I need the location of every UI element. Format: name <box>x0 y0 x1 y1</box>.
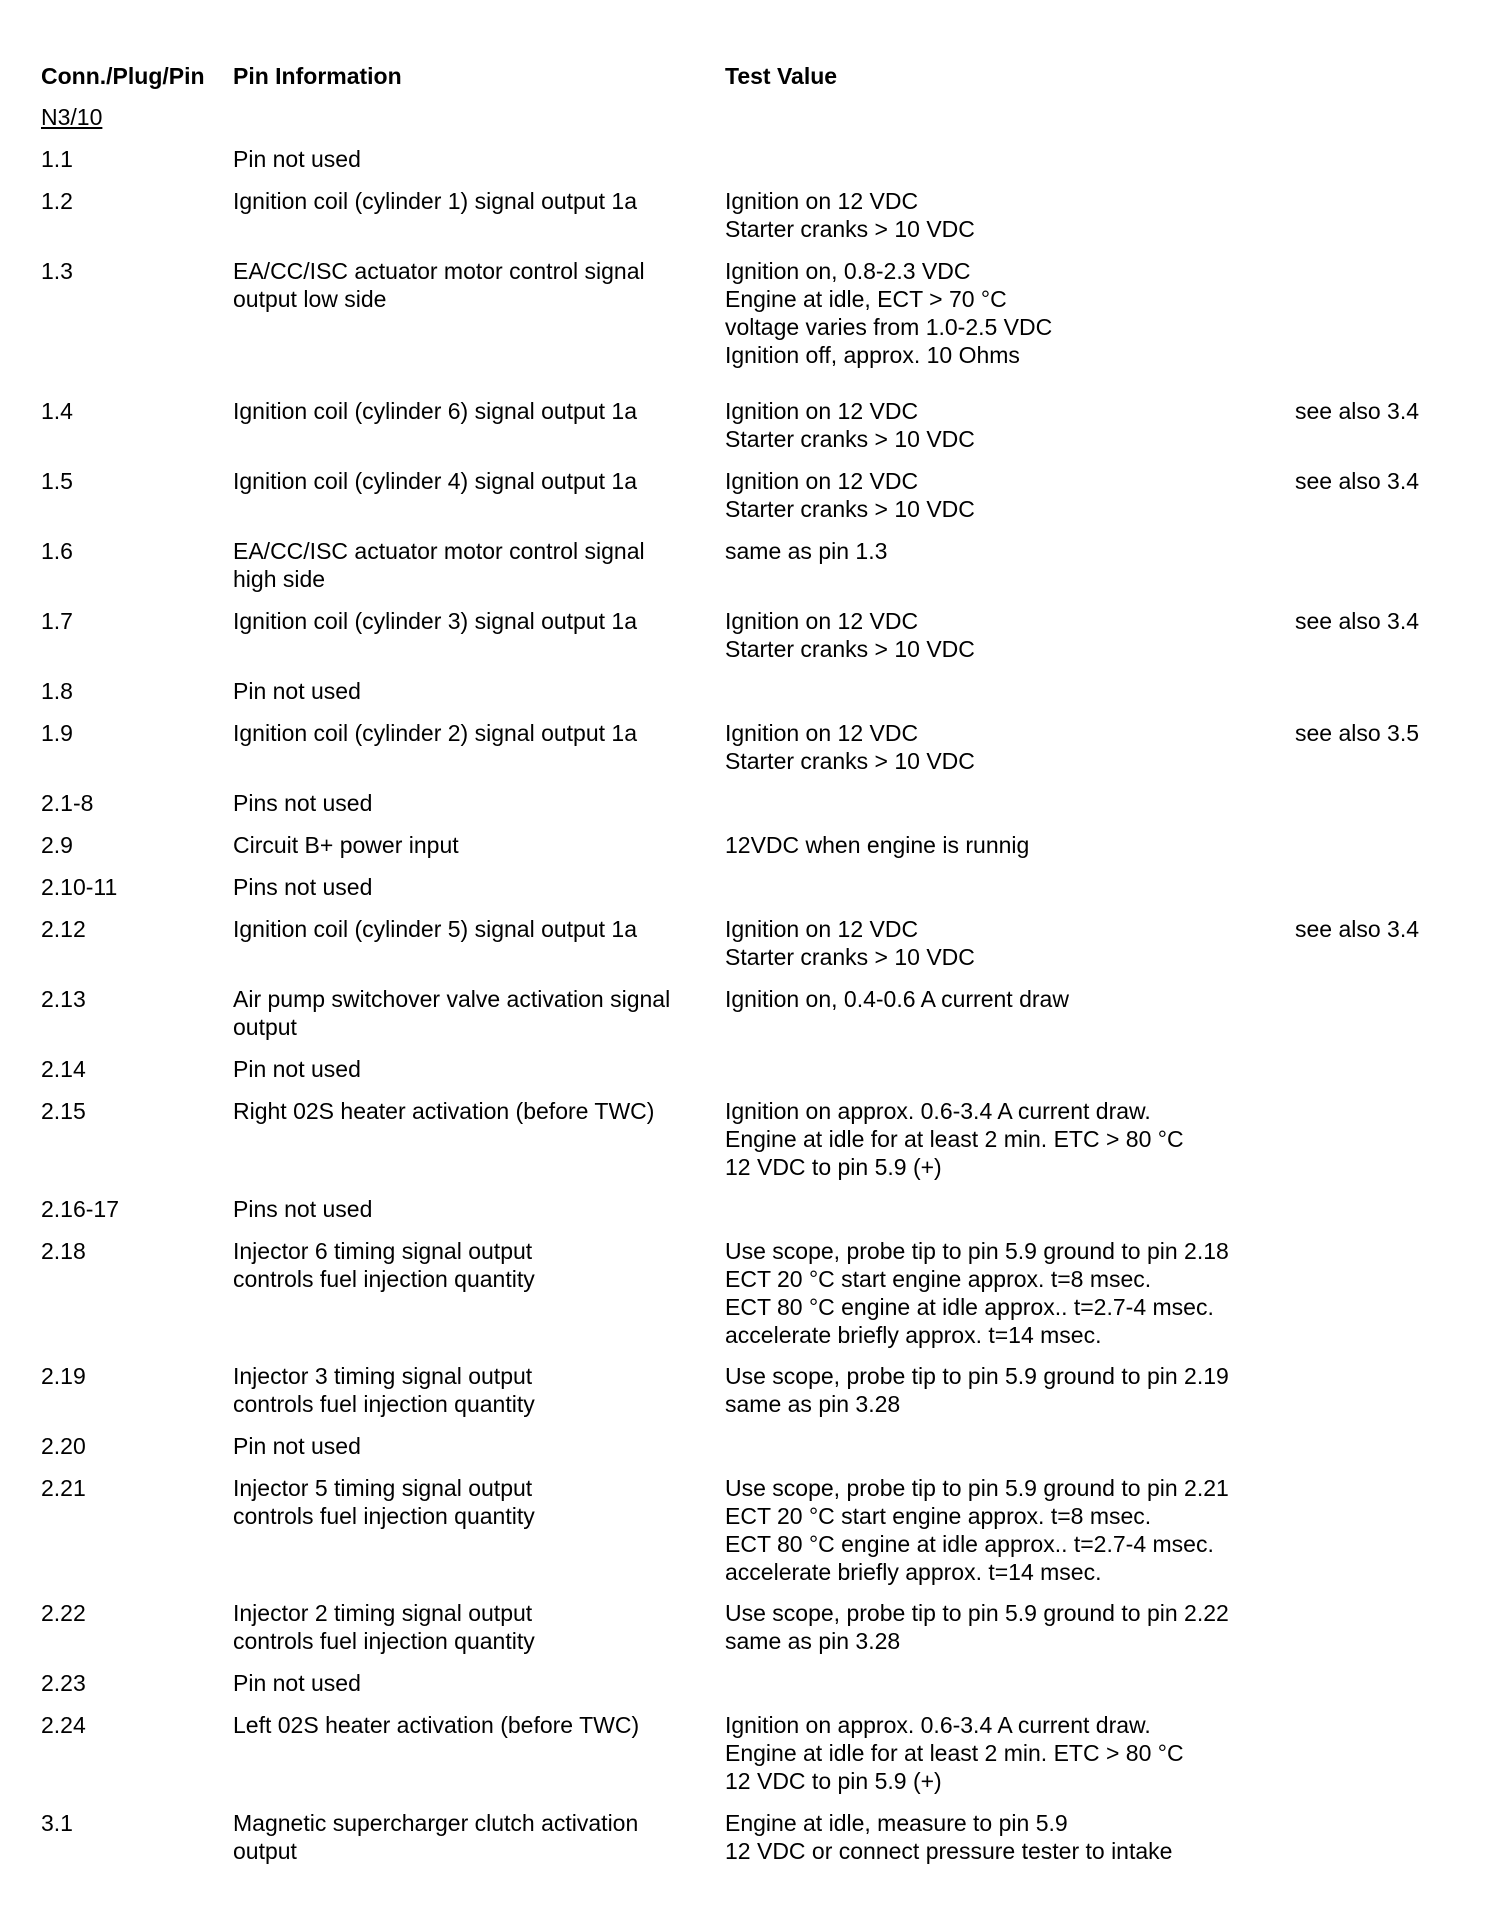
test-value-line: same as pin 3.28 <box>725 1628 901 1654</box>
test-value-line: ECT 80 °C engine at idle approx.. t=2.7-4 msec. <box>725 1531 1214 1557</box>
section-label: N3/10 <box>41 104 103 130</box>
pin-id: 1.8 <box>41 678 73 704</box>
test-value <box>725 1474 1285 1586</box>
test-value-line: Use scope, probe tip to pin 5.9 ground to pin 2.18 <box>725 1238 1229 1264</box>
pin-id: 1.9 <box>41 720 73 746</box>
test-value-line: ECT 80 °C engine at idle approx.. t=2.7-4 msec. <box>725 1294 1214 1320</box>
pin-information <box>233 1432 713 1460</box>
pin-information-line: Air pump switchover valve activation signal <box>233 986 671 1012</box>
pin-id: 1.4 <box>41 398 73 424</box>
pin-information <box>233 789 713 817</box>
test-value-line: accelerate briefly approx. t=14 msec. <box>725 1559 1102 1585</box>
test-value-line: Use scope, probe tip to pin 5.9 ground to pin 2.21 <box>725 1475 1229 1501</box>
pin-information <box>233 187 713 215</box>
pin-information <box>233 1097 713 1125</box>
pin-id: 2.20 <box>41 1433 86 1459</box>
pin-id: 3.1 <box>41 1810 73 1836</box>
pin-id: 1.3 <box>41 258 73 284</box>
pin-id: 2.18 <box>41 1238 86 1264</box>
test-value-line: 12VDC when engine is runnig <box>725 832 1030 858</box>
test-value-line: Ignition off, approx. 10 Ohms <box>725 342 1020 368</box>
test-value <box>725 537 1285 565</box>
pin-id: 1.6 <box>41 538 73 564</box>
test-value <box>725 397 1285 453</box>
pin-information-line: EA/CC/ISC actuator motor control signal <box>233 258 645 284</box>
pin-information-line: Magnetic supercharger clutch activation <box>233 1810 639 1836</box>
pin-id: 1.2 <box>41 188 73 214</box>
pin-information-line: Pin not used <box>233 1670 361 1696</box>
pin-information-line: Ignition coil (cylinder 3) signal output 1a <box>233 608 638 634</box>
pin-information-line: Pin not used <box>233 1433 361 1459</box>
see-also-note: see also 3.5 <box>1295 720 1420 746</box>
test-value <box>725 985 1285 1013</box>
pin-information <box>233 1362 713 1418</box>
pin-information-line: Ignition coil (cylinder 4) signal output 1a <box>233 468 638 494</box>
see-also-note: see also 3.4 <box>1295 608 1420 634</box>
pin-information <box>233 873 713 901</box>
pin-information <box>233 1711 713 1739</box>
pin-information-line: Right 02S heater activation (before TWC) <box>233 1098 655 1124</box>
pin-information-line: high side <box>233 566 326 592</box>
column-header-test-value: Test Value <box>725 63 838 89</box>
pin-id: 2.13 <box>41 986 86 1012</box>
pin-information-line: output <box>233 1014 297 1040</box>
pin-information-line: output low side <box>233 286 387 312</box>
pin-information <box>233 915 713 943</box>
test-value-line: ECT 20 °C start engine approx. t=8 msec. <box>725 1266 1152 1292</box>
test-value <box>725 257 1285 369</box>
pin-information <box>233 1055 713 1083</box>
test-value-line: Starter cranks > 10 VDC <box>725 426 975 452</box>
pin-information <box>233 607 713 635</box>
see-also-note: see also 3.4 <box>1295 468 1420 494</box>
pin-id: 1.7 <box>41 608 73 634</box>
test-value-line: Ignition on, 0.4-0.6 A current draw <box>725 986 1069 1012</box>
column-header-conn: Conn./Plug/Pin <box>41 63 205 89</box>
pin-id: 2.24 <box>41 1712 86 1738</box>
pin-information-line: Ignition coil (cylinder 6) signal output 1a <box>233 398 638 424</box>
test-value <box>725 719 1285 775</box>
test-value-line: voltage varies from 1.0-2.5 VDC <box>725 314 1053 340</box>
test-value <box>725 1809 1285 1865</box>
test-value-line: Ignition on, 0.8-2.3 VDC <box>725 258 971 284</box>
test-value-line: Ignition on 12 VDC <box>725 916 919 942</box>
pin-id: 2.15 <box>41 1098 86 1124</box>
test-value-line: Engine at idle for at least 2 min. ETC > 80 °C <box>725 1740 1184 1766</box>
pin-id: 1.1 <box>41 146 73 172</box>
pin-information-line: Left 02S heater activation (before TWC) <box>233 1712 640 1738</box>
test-value-line: Ignition on 12 VDC <box>725 188 919 214</box>
test-value-line: same as pin 3.28 <box>725 1391 901 1417</box>
test-value-line: Starter cranks > 10 VDC <box>725 636 975 662</box>
test-value <box>725 831 1285 859</box>
pin-information-line: Pins not used <box>233 790 373 816</box>
test-value-line: Use scope, probe tip to pin 5.9 ground to pin 2.19 <box>725 1363 1229 1389</box>
pin-information-line: Pin not used <box>233 678 361 704</box>
pin-information <box>233 1195 713 1223</box>
test-value <box>725 915 1285 971</box>
test-value-line: Use scope, probe tip to pin 5.9 ground to pin 2.22 <box>725 1600 1229 1626</box>
pin-information <box>233 1237 713 1293</box>
pin-id: 2.12 <box>41 916 86 942</box>
test-value <box>725 1097 1285 1181</box>
pin-id: 2.19 <box>41 1363 86 1389</box>
test-value <box>725 607 1285 663</box>
pin-information-line: Circuit B+ power input <box>233 832 459 858</box>
pin-information-line: Injector 6 timing signal output <box>233 1238 533 1264</box>
pin-information-line: Pin not used <box>233 1056 361 1082</box>
pin-information-line: Injector 2 timing signal output <box>233 1600 533 1626</box>
pin-information-line: Injector 5 timing signal output <box>233 1475 533 1501</box>
test-value-line: 12 VDC to pin 5.9 (+) <box>725 1768 942 1794</box>
pin-information <box>233 831 713 859</box>
test-value <box>725 1599 1285 1655</box>
pin-information-line: Pins not used <box>233 874 373 900</box>
pin-information <box>233 537 713 593</box>
test-value-line: Engine at idle, ECT > 70 °C <box>725 286 1007 312</box>
pin-information-line: controls fuel injection quantity <box>233 1628 535 1654</box>
pin-id: 2.22 <box>41 1600 86 1626</box>
pin-id: 2.14 <box>41 1056 86 1082</box>
pin-information <box>233 257 713 313</box>
pin-information <box>233 1474 713 1530</box>
test-value-line: ECT 20 °C start engine approx. t=8 msec. <box>725 1503 1152 1529</box>
pin-information <box>233 677 713 705</box>
test-value-line: Ignition on 12 VDC <box>725 720 919 746</box>
test-value-line: 12 VDC to pin 5.9 (+) <box>725 1154 942 1180</box>
pin-information <box>233 719 713 747</box>
pin-id: 2.1-8 <box>41 790 94 816</box>
test-value-line: Starter cranks > 10 VDC <box>725 216 975 242</box>
pin-information-line: Ignition coil (cylinder 2) signal output 1a <box>233 720 638 746</box>
pin-id: 2.23 <box>41 1670 86 1696</box>
pin-information <box>233 145 713 173</box>
test-value-line: accelerate briefly approx. t=14 msec. <box>725 1322 1102 1348</box>
see-also-note: see also 3.4 <box>1295 398 1420 424</box>
test-value-line: Engine at idle, measure to pin 5.9 <box>725 1810 1068 1836</box>
pin-information-line: EA/CC/ISC actuator motor control signal <box>233 538 645 564</box>
pin-id: 1.5 <box>41 468 73 494</box>
test-value <box>725 1237 1285 1349</box>
test-value-line: 12 VDC or connect pressure tester to intake <box>725 1838 1173 1864</box>
pin-information-line: controls fuel injection quantity <box>233 1266 535 1292</box>
pin-information-line: controls fuel injection quantity <box>233 1503 535 1529</box>
test-value-line: Ignition on 12 VDC <box>725 398 919 424</box>
test-value <box>725 1711 1285 1795</box>
test-value-line: Ignition on 12 VDC <box>725 608 919 634</box>
test-value-line: Starter cranks > 10 VDC <box>725 496 975 522</box>
test-value-line: same as pin 1.3 <box>725 538 888 564</box>
test-value-line: Ignition on 12 VDC <box>725 468 919 494</box>
test-value-line: Starter cranks > 10 VDC <box>725 748 975 774</box>
pin-information <box>233 1809 713 1865</box>
pin-information-line: Injector 3 timing signal output <box>233 1363 533 1389</box>
pin-information-line: Ignition coil (cylinder 1) signal output 1a <box>233 188 638 214</box>
test-value <box>725 467 1285 523</box>
column-header-pin-information: Pin Information <box>233 63 402 89</box>
pin-information <box>233 1669 713 1697</box>
test-value-line: Ignition on approx. 0.6-3.4 A current draw. <box>725 1712 1151 1738</box>
pin-id: 2.21 <box>41 1475 86 1501</box>
pin-information-line: Pin not used <box>233 146 361 172</box>
pin-information <box>233 397 713 425</box>
test-value-line: Engine at idle for at least 2 min. ETC > 80 °C <box>725 1126 1184 1152</box>
test-value-line: Ignition on approx. 0.6-3.4 A current draw. <box>725 1098 1151 1124</box>
pin-information-line: Ignition coil (cylinder 5) signal output 1a <box>233 916 638 942</box>
pin-id: 2.16-17 <box>41 1196 120 1222</box>
pin-information-line: output <box>233 1838 297 1864</box>
pin-information-line: controls fuel injection quantity <box>233 1391 535 1417</box>
test-value <box>725 187 1285 243</box>
see-also-note: see also 3.4 <box>1295 916 1420 942</box>
pin-id: 2.9 <box>41 832 73 858</box>
pin-information <box>233 985 713 1041</box>
pin-id: 2.10-11 <box>41 874 118 900</box>
pin-information <box>233 467 713 495</box>
pin-information-line: Pins not used <box>233 1196 373 1222</box>
test-value <box>725 1362 1285 1418</box>
test-value-line: Starter cranks > 10 VDC <box>725 944 975 970</box>
pin-information <box>233 1599 713 1655</box>
